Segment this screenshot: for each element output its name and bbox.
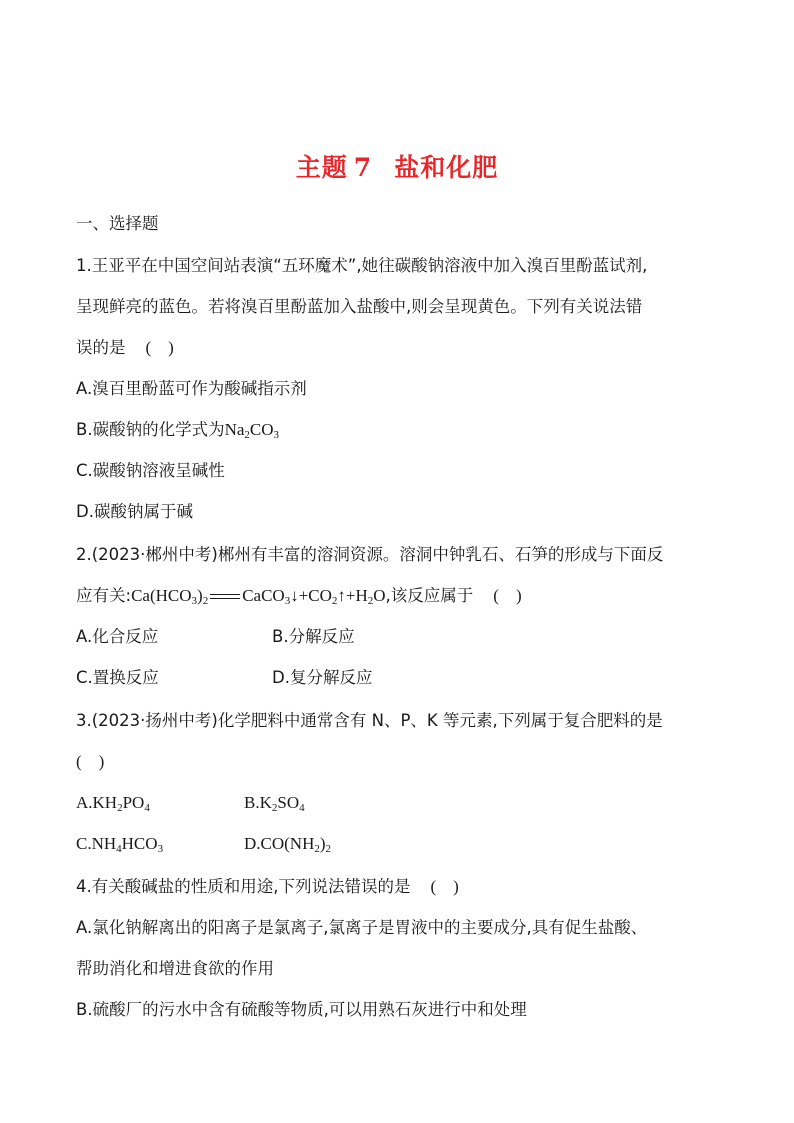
- q2-option-c: C.置换反应: [76, 668, 159, 687]
- reaction-equation: $Ca(HCO_3)_2$ $CaCO_3↓+CO_2↑+H_2O$: [131, 586, 386, 607]
- q1-stem-text: 误的是: [76, 338, 126, 357]
- title-name: 盐和化肥: [394, 153, 499, 182]
- q3-stem-line1: 3.(2023·扬州中考)化学肥料中通常含有 N、P、K 等元素,下列属于复合肥料的是: [76, 711, 663, 730]
- q3-option-b: $B.K_2SO_4$: [244, 793, 305, 814]
- q4-option-a-line1: A.氯化钠解离出的阳离子是氯离子,氯离子是胃液中的主要成分,具有促生盐酸、: [76, 918, 648, 937]
- q1-stem-line2: 呈现鲜亮的蓝色。若将溴百里酚蓝加入盐酸中,则会呈现黄色。下列有关说法错: [76, 297, 643, 316]
- q1-option-d: D.碳酸钠属于碱: [76, 502, 193, 521]
- q4-option-a-line2: 帮助消化和增进食欲的作用: [76, 959, 274, 978]
- page-title: [0, 148, 794, 184]
- q3-answer-paren: ( ): [76, 752, 105, 771]
- q3-option-a: $A.KH_2PO_4$: [76, 793, 150, 814]
- q4-stem-line1: [76, 877, 459, 897]
- equals-sign: [208, 593, 242, 601]
- q2-answer-paren: ( ): [493, 586, 522, 605]
- q2-stem-prefix: 应有关:: [76, 586, 132, 605]
- q2-option-b: B.分解反应: [272, 627, 355, 646]
- q2-stem-suffix: ,该反应属于: [385, 586, 474, 605]
- q1-answer-paren: ( ): [145, 338, 174, 357]
- q2-option-a: A.化合反应: [76, 627, 159, 646]
- q1-option-b-text: B.碳酸钠的化学式为: [76, 420, 225, 439]
- q1-option-a: A.溴百里酚蓝可作为酸碱指示剂: [76, 379, 307, 398]
- q2-stem-line1: 2.(2023·郴州中考)郴州有丰富的溶洞资源。溶洞中钟乳石、石笋的形成与下面反: [76, 545, 664, 564]
- section-heading: 一、选择题: [76, 214, 159, 233]
- q1-stem-line1: 1.王亚平在中国空间站表演“五环魔术”,她往碳酸钠溶液中加入溴百里酚蓝试剂,: [76, 256, 648, 275]
- q3-option-c: $C.NH_4HCO_3$: [76, 834, 164, 855]
- formula-na2co3: $Na_2CO_3$: [224, 420, 280, 441]
- q4-stem-text: 4.有关酸碱盐的性质和用途,下列说法错误的是: [76, 877, 411, 896]
- q4-answer-paren: ( ): [430, 877, 459, 896]
- q1-stem-line3: [76, 338, 174, 358]
- q1-option-b: [76, 420, 279, 440]
- title-prefix: 主题: [295, 153, 348, 182]
- q2-option-d: D.复分解反应: [272, 668, 373, 687]
- q3-option-d: $D.CO(NH_2)_2$: [244, 834, 332, 855]
- title-number: 7: [353, 153, 373, 182]
- q2-stem-line2: [76, 586, 522, 606]
- q1-option-c: C.碳酸钠溶液呈碱性: [76, 461, 225, 480]
- q4-option-b: B.硫酸厂的污水中含有硫酸等物质,可以用熟石灰进行中和处理: [76, 1000, 527, 1019]
